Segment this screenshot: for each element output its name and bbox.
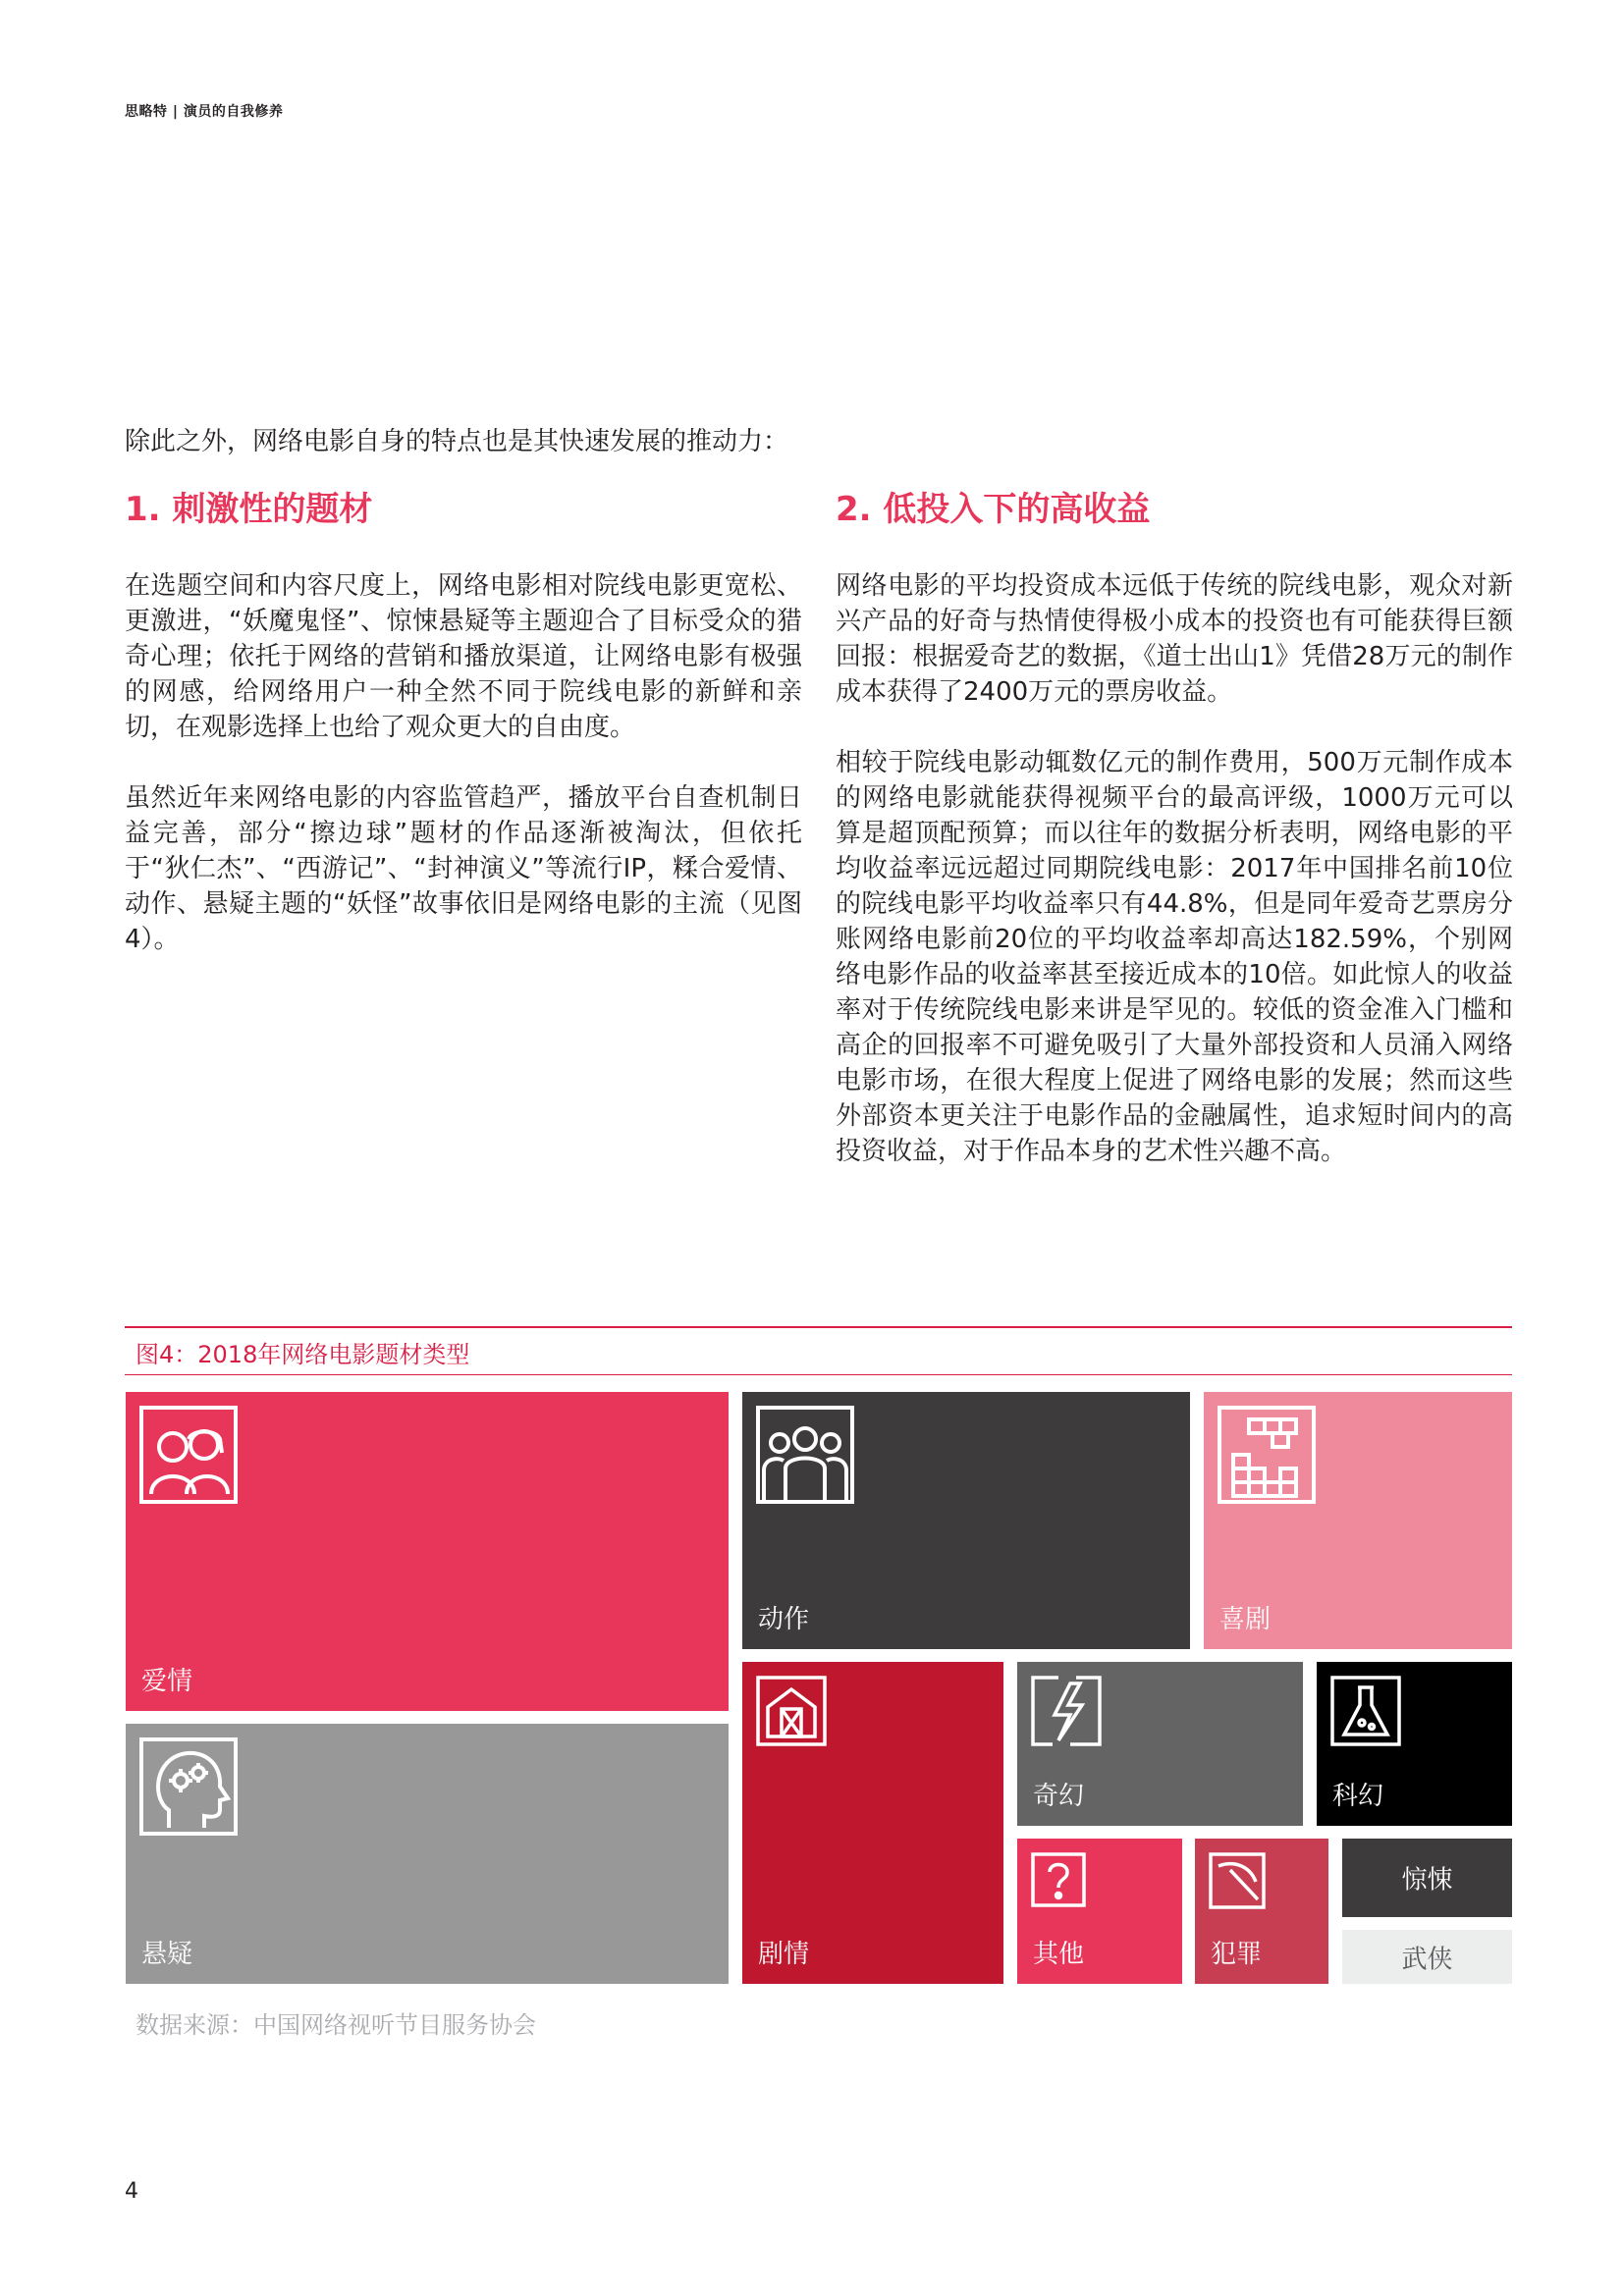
intro-paragraph: 除此之外，网络电影自身的特点也是其快速发展的推动力： [125,427,789,456]
blocks-icon [1218,1406,1320,1508]
question-icon [1031,1852,1088,1909]
tile-label: 科幻 [1332,1782,1384,1811]
left-column [125,488,802,992]
section-heading-1: 1. 刺激性的题材 [125,490,373,529]
tile-action [742,1392,1190,1649]
tile-label: 动作 [758,1605,810,1634]
tile-scifi [1317,1662,1512,1826]
house-icon [756,1676,829,1748]
figure-bottom-rule [125,1374,1512,1375]
right-column [836,488,1513,1204]
left-paragraph-1: 在选题空间和内容尺度上，网络电影相对院线电影更宽松、更激进，“妖魔鬼怪”、惊悚悬疑等主题迎合了目标受众的猎奇心理；依托于网络的营销和播放渠道，让网络电影有极强的网感，给网络用户一种全然不同于院线电影的新鲜和亲切，在观影选择上也给了观众更大的自由度。 [125,571,802,742]
figure-source: 数据来源：中国网络视听节目服务协会 [135,2011,536,2039]
couple-icon [139,1406,238,1504]
tile-label: 犯罪 [1211,1940,1263,1969]
tile-label: 悬疑 [141,1940,193,1969]
tile-crime [1195,1839,1328,1984]
tile-thriller [1342,1839,1512,1917]
tile-romance [126,1392,729,1711]
page-number: 4 [125,2179,138,2204]
tile-label: 剧情 [758,1940,810,1969]
tile-wuxia [1342,1930,1512,1984]
figure-top-rule [125,1326,1512,1328]
tile-drama [742,1662,1003,1984]
right-paragraph-1: 网络电影的平均投资成本远低于传统的院线电影，观众对新兴产品的好奇与热情使得极小成本的投资也有可能获得巨额回报：根据爱奇艺的数据，《道士出山1》凭借28万元的制作成本获得了2400万元的票房收益。 [836,571,1513,707]
left-paragraph-2: 虽然近年来网络电影的内容监管趋严，播放平台自查机制日益完善，部分“擦边球”题材的作品逐渐被淘汰，但依托于“狄仁杰”、“西游记”、“封神演义”等流行IP，糅合爱情、动作、悬疑主题的“妖怪”故事依旧是网络电影的主流（见图4）。 [125,783,802,954]
right-paragraph-2: 相较于院线电影动辄数亿元的制作费用，500万元制作成本的网络电影就能获得视频平台的最高评级，1000万元可以算是超顶配预算；而以往年的数据分析表明，网络电影的平均收益率远远超过同期院线电影：2017年中国排名前10位的院线电影平均收益率只有44.8%，但是同年爱奇艺票房分账网络电影前20位的平均收益率却高达182.59%，个别网络电影作品的收益率甚至接近成本的10倍。如此惊人的收益率对于传统院线电影来讲是罕见的。较低的资金准入门槛和高企的回报率不可避免吸引了大量外部投资和人员涌入网络电影市场，在很大程度上促进了网络电影的发展；然而这些外部资本更关注于电影作品的金融属性，追求短时间内的高投资收益，对于作品本身的艺术性兴趣不高。 [836,748,1513,1166]
section-heading-2: 2. 低投入下的高收益 [836,490,1151,529]
tile-label: 爱情 [141,1667,193,1696]
tile-label: 喜剧 [1219,1605,1272,1634]
lightning-icon [1031,1676,1104,1748]
head-gears-icon [139,1737,238,1836]
tile-comedy [1204,1392,1512,1649]
tile-label: 奇幻 [1033,1782,1085,1811]
tile-other [1017,1839,1182,1984]
flask-icon [1330,1676,1403,1748]
group-icon [756,1406,854,1504]
tile-label: 武侠 [1401,1945,1453,1974]
tile-label: 惊悚 [1401,1865,1453,1896]
figure-title: 图4：2018年网络电影题材类型 [135,1341,470,1368]
tile-fantasy [1017,1662,1303,1826]
tile-label: 其他 [1033,1940,1085,1969]
running-header: 思略特 | 演员的自我修养 [125,104,284,120]
pickaxe-icon [1209,1852,1268,1911]
tile-suspense [126,1724,729,1984]
